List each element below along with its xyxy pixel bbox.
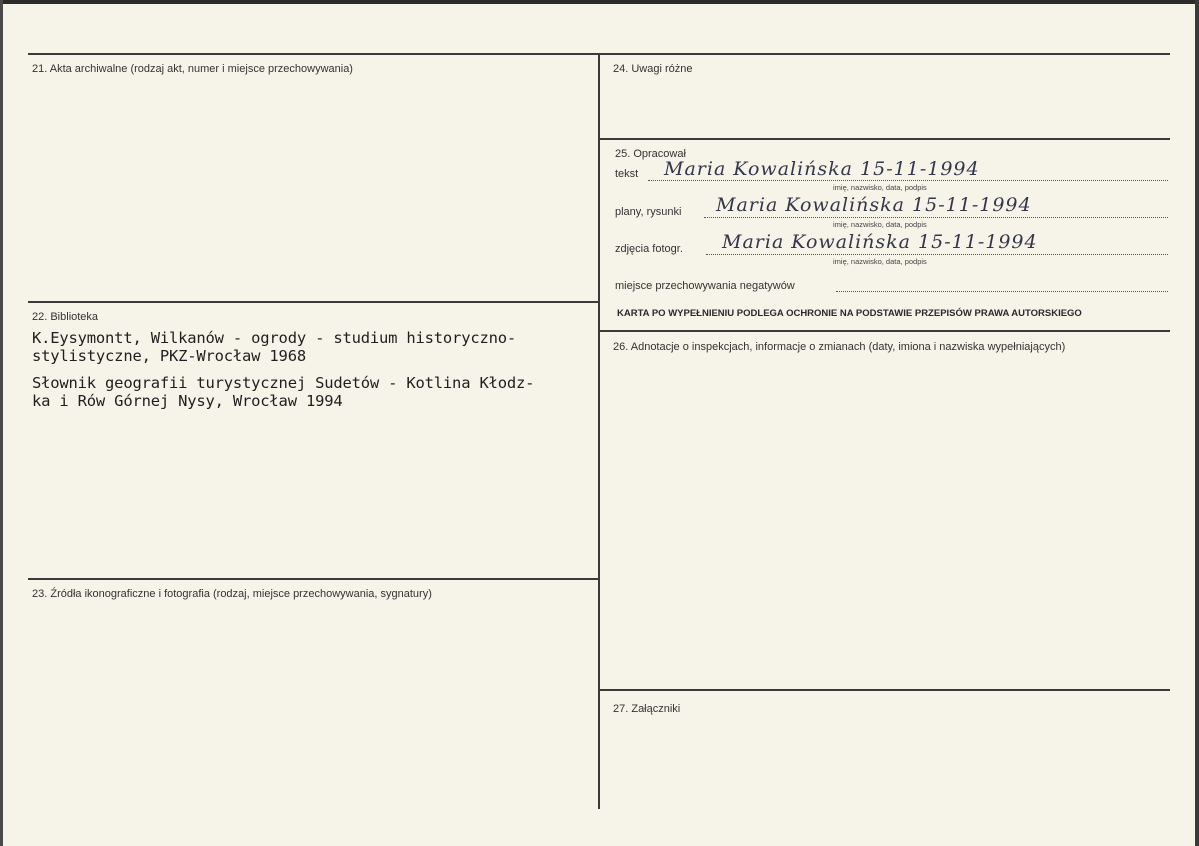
divider-24-25 [599, 138, 1170, 140]
section-27-label: 27. Załączniki [613, 703, 681, 715]
divider-26-27 [599, 689, 1170, 691]
divider-21-22 [28, 301, 599, 303]
plany-line [704, 216, 1168, 218]
tekst-caption: imię, nazwisko, data, podpis [833, 183, 927, 192]
card-right-edge [1195, 0, 1199, 846]
zdjecia-line [706, 253, 1168, 255]
center-divider [598, 53, 600, 809]
plany-signature: Maria Kowalińska 15-11-1994 [716, 194, 1032, 216]
negatives-line [836, 290, 1168, 292]
zdjecia-caption: imię, nazwisko, data, podpis [833, 257, 927, 266]
section-26-label: 26. Adnotacje o inspekcjach, informacje o zmianach (daty, imiona i nazwiska wypełniających) [613, 341, 1066, 353]
tekst-signature: Maria Kowalińska 15-11-1994 [664, 158, 980, 180]
section-23-label: 23. Źródła ikonograficzne i fotografia (rodzaj, miejsce przechowywania, sygnatury) [32, 588, 432, 600]
copyright-notice: KARTA PO WYPEŁNIENIU PODLEGA OCHRONIE NA PODSTAWIE PRZEPISÓW PRAWA AUTORSKIEGO [617, 308, 1082, 319]
zdjecia-signature: Maria Kowalińska 15-11-1994 [722, 231, 1038, 253]
bibliography-line-4: ka i Rów Górnej Nysy, Wrocław 1994 [32, 392, 343, 410]
bibliography-line-2: stylistyczne, PKZ-Wrocław 1968 [32, 347, 306, 365]
section-21-label: 21. Akta archiwalne (rodzaj akt, numer i miejsce przechowywania) [32, 63, 353, 75]
card-top-edge [0, 0, 1199, 4]
bibliography-line-3: Słownik geografii turystycznej Sudetów - Kotlina Kłodz- [32, 374, 535, 392]
bibliography-line-1: K.Eysymontt, Wilkanów - ogrody - studium historyczno- [32, 329, 516, 347]
zdjecia-label: zdjęcia fotogr. [615, 243, 683, 255]
section-25-label: 25. Opracował [615, 148, 686, 160]
plany-label: plany, rysunki [615, 206, 682, 218]
divider-22-23 [28, 578, 599, 580]
section-24-label: 24. Uwagi różne [613, 63, 693, 75]
section-22-label: 22. Biblioteka [32, 311, 99, 323]
card-left-edge [0, 0, 3, 846]
plany-caption: imię, nazwisko, data, podpis [833, 220, 927, 229]
negatives-label: miejsce przechowywania negatywów [615, 280, 795, 292]
tekst-label: tekst [615, 168, 639, 180]
divider-25-26 [599, 330, 1170, 332]
